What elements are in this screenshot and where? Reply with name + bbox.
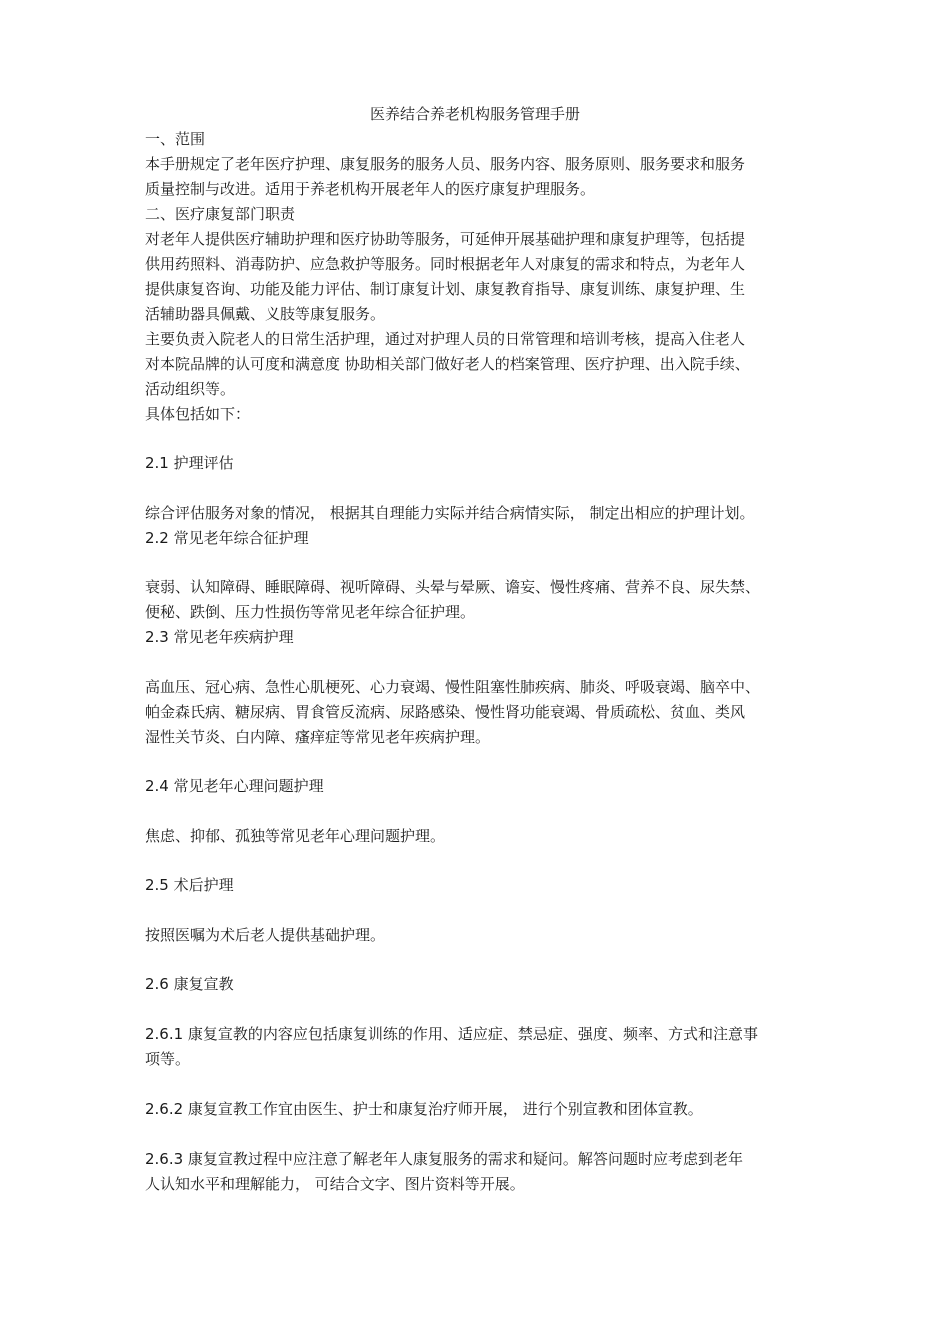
paragraph-line: 对本院品牌的认可度和满意度 协助相关部门做好老人的档案管理、医疗护理、出入院手续、 [145, 355, 750, 373]
subsection-heading: 2.2 常见老年综合征护理 [145, 529, 309, 547]
subsection-heading: 2.3 常见老年疾病护理 [145, 628, 294, 646]
paragraph-line: 2.6.1 康复宣教的内容应包括康复训练的作用、适应症、禁忌症、强度、频率、方式和注意事 [145, 1025, 758, 1043]
subsection-heading: 2.5 术后护理 [145, 876, 234, 894]
section-heading-scope: 一、范围 [145, 130, 206, 148]
paragraph-line: 人认知水平和理解能力， 可结合文字、图片资料等开展。 [145, 1175, 525, 1193]
paragraph-line: 活动组织等。 [145, 380, 236, 398]
paragraph-line: 具体包括如下： [145, 405, 251, 423]
paragraph-line: 综合评估服务对象的情况， 根据其自理能力实际并结合病情实际， 制定出相应的护理计划。 [145, 504, 755, 522]
paragraph-line: 帕金森氏病、糖尿病、胃食管反流病、尿路感染、慢性肾功能衰竭、骨质疏松、贫血、类风 [145, 703, 746, 721]
section-heading-duties: 二、医疗康复部门职责 [145, 205, 296, 223]
subsection-heading: 2.6 康复宣教 [145, 975, 234, 993]
paragraph-line: 活辅助器具佩戴、义肢等康复服务。 [145, 305, 386, 323]
paragraph-line: 提供康复咨询、功能及能力评估、制订康复计划、康复教育指导、康复训练、康复护理、生 [145, 280, 746, 298]
paragraph-line: 高血压、冠心病、急性心肌梗死、心力衰竭、慢性阻塞性肺疾病、肺炎、呼吸衰竭、脑卒中、 [145, 678, 761, 696]
paragraph-line: 质量控制与改进。适用于养老机构开展老年人的医疗康复护理服务。 [145, 180, 596, 198]
document-title: 医养结合养老机构服务管理手册 [369, 105, 580, 123]
paragraph-line: 2.6.2 康复宣教工作宜由医生、护士和康复治疗师开展， 进行个别宣教和团体宣教。 [145, 1100, 703, 1118]
subsection-heading: 2.4 常见老年心理问题护理 [145, 777, 324, 795]
paragraph-line: 湿性关节炎、白内障、瘙痒症等常见老年疾病护理。 [145, 728, 491, 746]
paragraph-line: 项等。 [145, 1050, 191, 1068]
paragraph-line: 供用药照料、消毒防护、应急救护等服务。同时根据老年人对康复的需求和特点，为老年人 [145, 255, 746, 273]
paragraph-line: 衰弱、认知障碍、睡眠障碍、视听障碍、头晕与晕厥、谵妄、慢性疼痛、营养不良、尿失禁、 [145, 578, 761, 596]
paragraph-line: 按照医嘱为术后老人提供基础护理。 [145, 926, 386, 944]
paragraph-line: 便秘、跌倒、压力性损伤等常见老年综合征护理。 [145, 603, 476, 621]
paragraph-line: 对老年人提供医疗辅助护理和医疗协助等服务，可延伸开展基础护理和康复护理等，包括提 [145, 230, 746, 248]
subsection-heading: 2.1 护理评估 [145, 454, 234, 472]
paragraph-line: 主要负责入院老人的日常生活护理，通过对护理人员的日常管理和培训考核，提高入住老人 [145, 330, 746, 348]
paragraph-line: 2.6.3 康复宣教过程中应注意了解老年人康复服务的需求和疑问。解答问题时应考虑到老年 [145, 1150, 743, 1168]
paragraph-line: 本手册规定了老年医疗护理、康复服务的服务人员、服务内容、服务原则、服务要求和服务 [145, 155, 746, 173]
paragraph-line: 焦虑、抑郁、孤独等常见老年心理问题护理。 [145, 827, 446, 845]
